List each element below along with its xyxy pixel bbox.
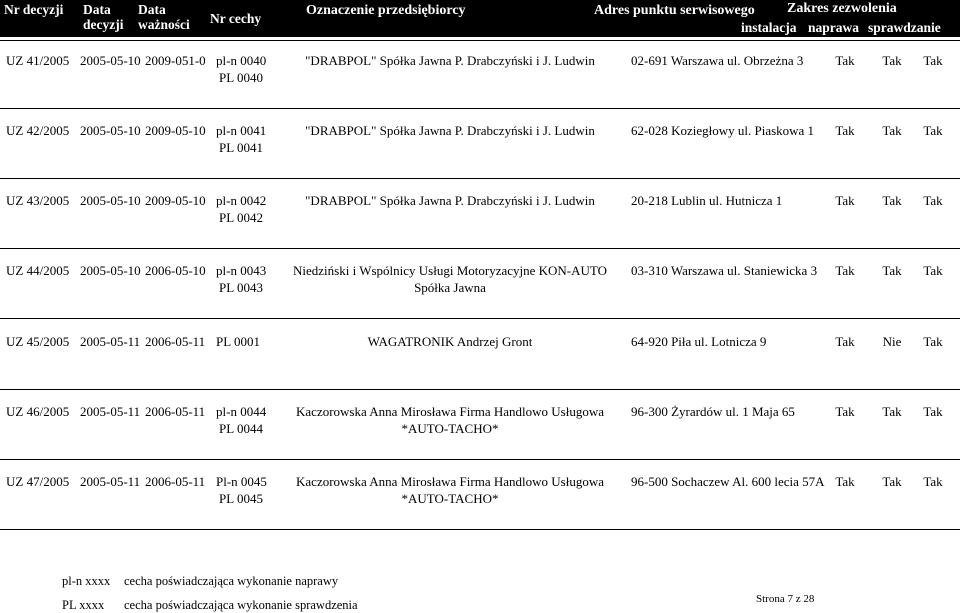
cell-naprawa: Tak: [882, 404, 902, 419]
cell-instalacja: Tak: [835, 123, 855, 138]
cell-adres: 03-310 Warszawa ul. Staniewicka 3: [631, 263, 818, 278]
row-separator: [0, 178, 960, 179]
table-header: [0, 0, 960, 37]
cell-nr-cechy-naprawa: PL 0001: [216, 334, 260, 349]
cell-naprawa: Tak: [882, 474, 902, 489]
header-nr-cechy: Nr cechy: [210, 11, 262, 26]
cell-przedsiebiorca: Niedziński i Wspólnicy Usługi Motoryzacyjne KON-AUTO Spółka Jawna: [293, 263, 607, 295]
cell-naprawa: Tak: [882, 193, 902, 208]
cell-nr-decyzji: UZ 42/2005: [6, 123, 70, 138]
row-separator: [0, 529, 960, 530]
row-separator: [0, 459, 960, 460]
legend-code-naprawa: pl-n xxxx: [62, 574, 111, 588]
cell-data-waznosci: 2006-05-11: [145, 474, 206, 489]
header-data-waznosci-line1: Data: [138, 2, 166, 17]
cell-adres: 02-691 Warszawa ul. Obrzeżna 3: [631, 53, 804, 68]
cell-data-waznosci: 2006-05-10: [145, 263, 206, 278]
cell-instalacja: Tak: [835, 263, 855, 278]
cell-nr-cechy-sprawdzenie: PL 0043: [219, 280, 263, 295]
cell-naprawa: Nie: [882, 334, 902, 349]
row-separator: [0, 318, 960, 319]
cell-nr-decyzji: UZ 44/2005: [6, 263, 70, 278]
cell-nr-cechy-sprawdzenie: PL 0042: [219, 210, 263, 225]
header-adres-punktu: Adres punktu serwisowego: [594, 3, 755, 18]
cell-nr-cechy-sprawdzenie: PL 0040: [219, 70, 263, 85]
row-separator: [0, 40, 960, 41]
cell-adres: 62-028 Koziegłowy ul. Piaskowa 1: [631, 123, 815, 138]
legend-desc-naprawa: cecha poświadczająca wykonanie naprawy: [124, 574, 339, 588]
cell-instalacja: Tak: [835, 474, 855, 489]
cell-instalacja: Tak: [835, 334, 855, 349]
cell-data-waznosci: 2009-051-0: [145, 53, 206, 68]
cell-naprawa: Tak: [882, 53, 902, 68]
cell-sprawdzanie: Tak: [923, 53, 943, 68]
cell-nr-cechy-naprawa: pl-n 0042: [216, 193, 267, 208]
header-instalacja: instalacja: [741, 20, 797, 35]
cell-nr-decyzji: UZ 41/2005: [6, 53, 70, 68]
row-separator: [0, 389, 960, 390]
cell-nr-cechy-naprawa: pl-n 0041: [216, 123, 267, 138]
cell-instalacja: Tak: [835, 404, 855, 419]
cell-data-waznosci: 2009-05-10: [145, 123, 206, 138]
cell-przedsiebiorca: Kaczorowska Anna Mirosława Firma Handlowo Usługowa *AUTO-TACHO*: [296, 404, 604, 436]
header-zakres-zezwolenia: Zakres zezwolenia: [787, 1, 897, 16]
header-data-decyzji-line2: decyzji: [83, 17, 124, 32]
legend-code-sprawdzenie: PL xxxx: [62, 598, 105, 612]
cell-data-decyzji: 2005-05-11: [80, 334, 141, 349]
cell-sprawdzanie: Tak: [923, 123, 943, 138]
cell-data-decyzji: 2005-05-10: [80, 53, 141, 68]
cell-nr-cechy-naprawa: Pl-n 0045: [216, 474, 267, 489]
cell-przedsiebiorca: "DRABPOL" Spółka Jawna P. Drabczyński i J. Ludwin: [305, 123, 595, 138]
cell-data-waznosci: 2006-05-11: [145, 404, 206, 419]
cell-instalacja: Tak: [835, 53, 855, 68]
row-separator: [0, 248, 960, 249]
cell-adres: 20-218 Lublin ul. Hutnicza 1: [631, 193, 783, 208]
cell-data-decyzji: 2005-05-11: [80, 474, 141, 489]
header-oznaczenie-przedsiebiorcy: Oznaczenie przedsiębiorcy: [306, 3, 466, 18]
cell-adres: 64-920 Piła ul. Lotnicza 9: [631, 334, 767, 349]
cell-nr-cechy-naprawa: pl-n 0040: [216, 53, 267, 68]
cell-nr-decyzji: UZ 45/2005: [6, 334, 70, 349]
cell-nr-cechy-sprawdzenie: PL 0041: [219, 140, 263, 155]
cell-naprawa: Tak: [882, 123, 902, 138]
cell-data-decyzji: 2005-05-10: [80, 123, 141, 138]
cell-nr-cechy-naprawa: pl-n 0044: [216, 404, 267, 419]
header-data-decyzji-line1: Data: [83, 2, 111, 17]
cell-sprawdzanie: Tak: [923, 263, 943, 278]
cell-data-decyzji: 2005-05-10: [80, 263, 141, 278]
cell-przedsiebiorca: Kaczorowska Anna Mirosława Firma Handlowo Usługowa *AUTO-TACHO*: [296, 474, 604, 506]
cell-przedsiebiorca: WAGATRONIK Andrzej Gront: [367, 334, 533, 349]
cell-sprawdzanie: Tak: [923, 404, 943, 419]
cell-data-waznosci: 2006-05-11: [145, 334, 206, 349]
cell-przedsiebiorca: "DRABPOL" Spółka Jawna P. Drabczyński i J. Ludwin: [305, 53, 595, 68]
cell-nr-cechy-sprawdzenie: PL 0045: [219, 491, 263, 506]
cell-adres: 96-300 Żyrardów ul. 1 Maja 65: [631, 404, 795, 419]
cell-nr-decyzji: UZ 47/2005: [6, 474, 70, 489]
cell-przedsiebiorca: "DRABPOL" Spółka Jawna P. Drabczyński i J. Ludwin: [305, 193, 595, 208]
cell-nr-cechy-sprawdzenie: PL 0044: [219, 421, 263, 436]
cell-instalacja: Tak: [835, 193, 855, 208]
legend-desc-sprawdzenie: cecha poświadczająca wykonanie sprawdzenia: [124, 598, 358, 612]
cell-data-decyzji: 2005-05-10: [80, 193, 141, 208]
cell-sprawdzanie: Tak: [923, 193, 943, 208]
page-number: Strona 7 z 28: [756, 593, 815, 605]
cell-data-decyzji: 2005-05-11: [80, 404, 141, 419]
cell-sprawdzanie: Tak: [923, 334, 943, 349]
cell-naprawa: Tak: [882, 263, 902, 278]
row-separator: [0, 108, 960, 109]
cell-data-waznosci: 2009-05-10: [145, 193, 206, 208]
header-naprawa: naprawa: [808, 20, 860, 35]
header-nr-decyzji: Nr decyzji: [4, 2, 64, 17]
header-sprawdzanie: sprawdzanie: [868, 20, 941, 35]
header-data-waznosci-line2: ważności: [138, 17, 190, 32]
cell-nr-decyzji: UZ 46/2005: [6, 404, 70, 419]
cell-nr-cechy-naprawa: pl-n 0043: [216, 263, 267, 278]
cell-adres: 96-500 Sochaczew Al. 600 lecia 57A: [631, 474, 825, 489]
cell-sprawdzanie: Tak: [923, 474, 943, 489]
cell-nr-decyzji: UZ 43/2005: [6, 193, 70, 208]
